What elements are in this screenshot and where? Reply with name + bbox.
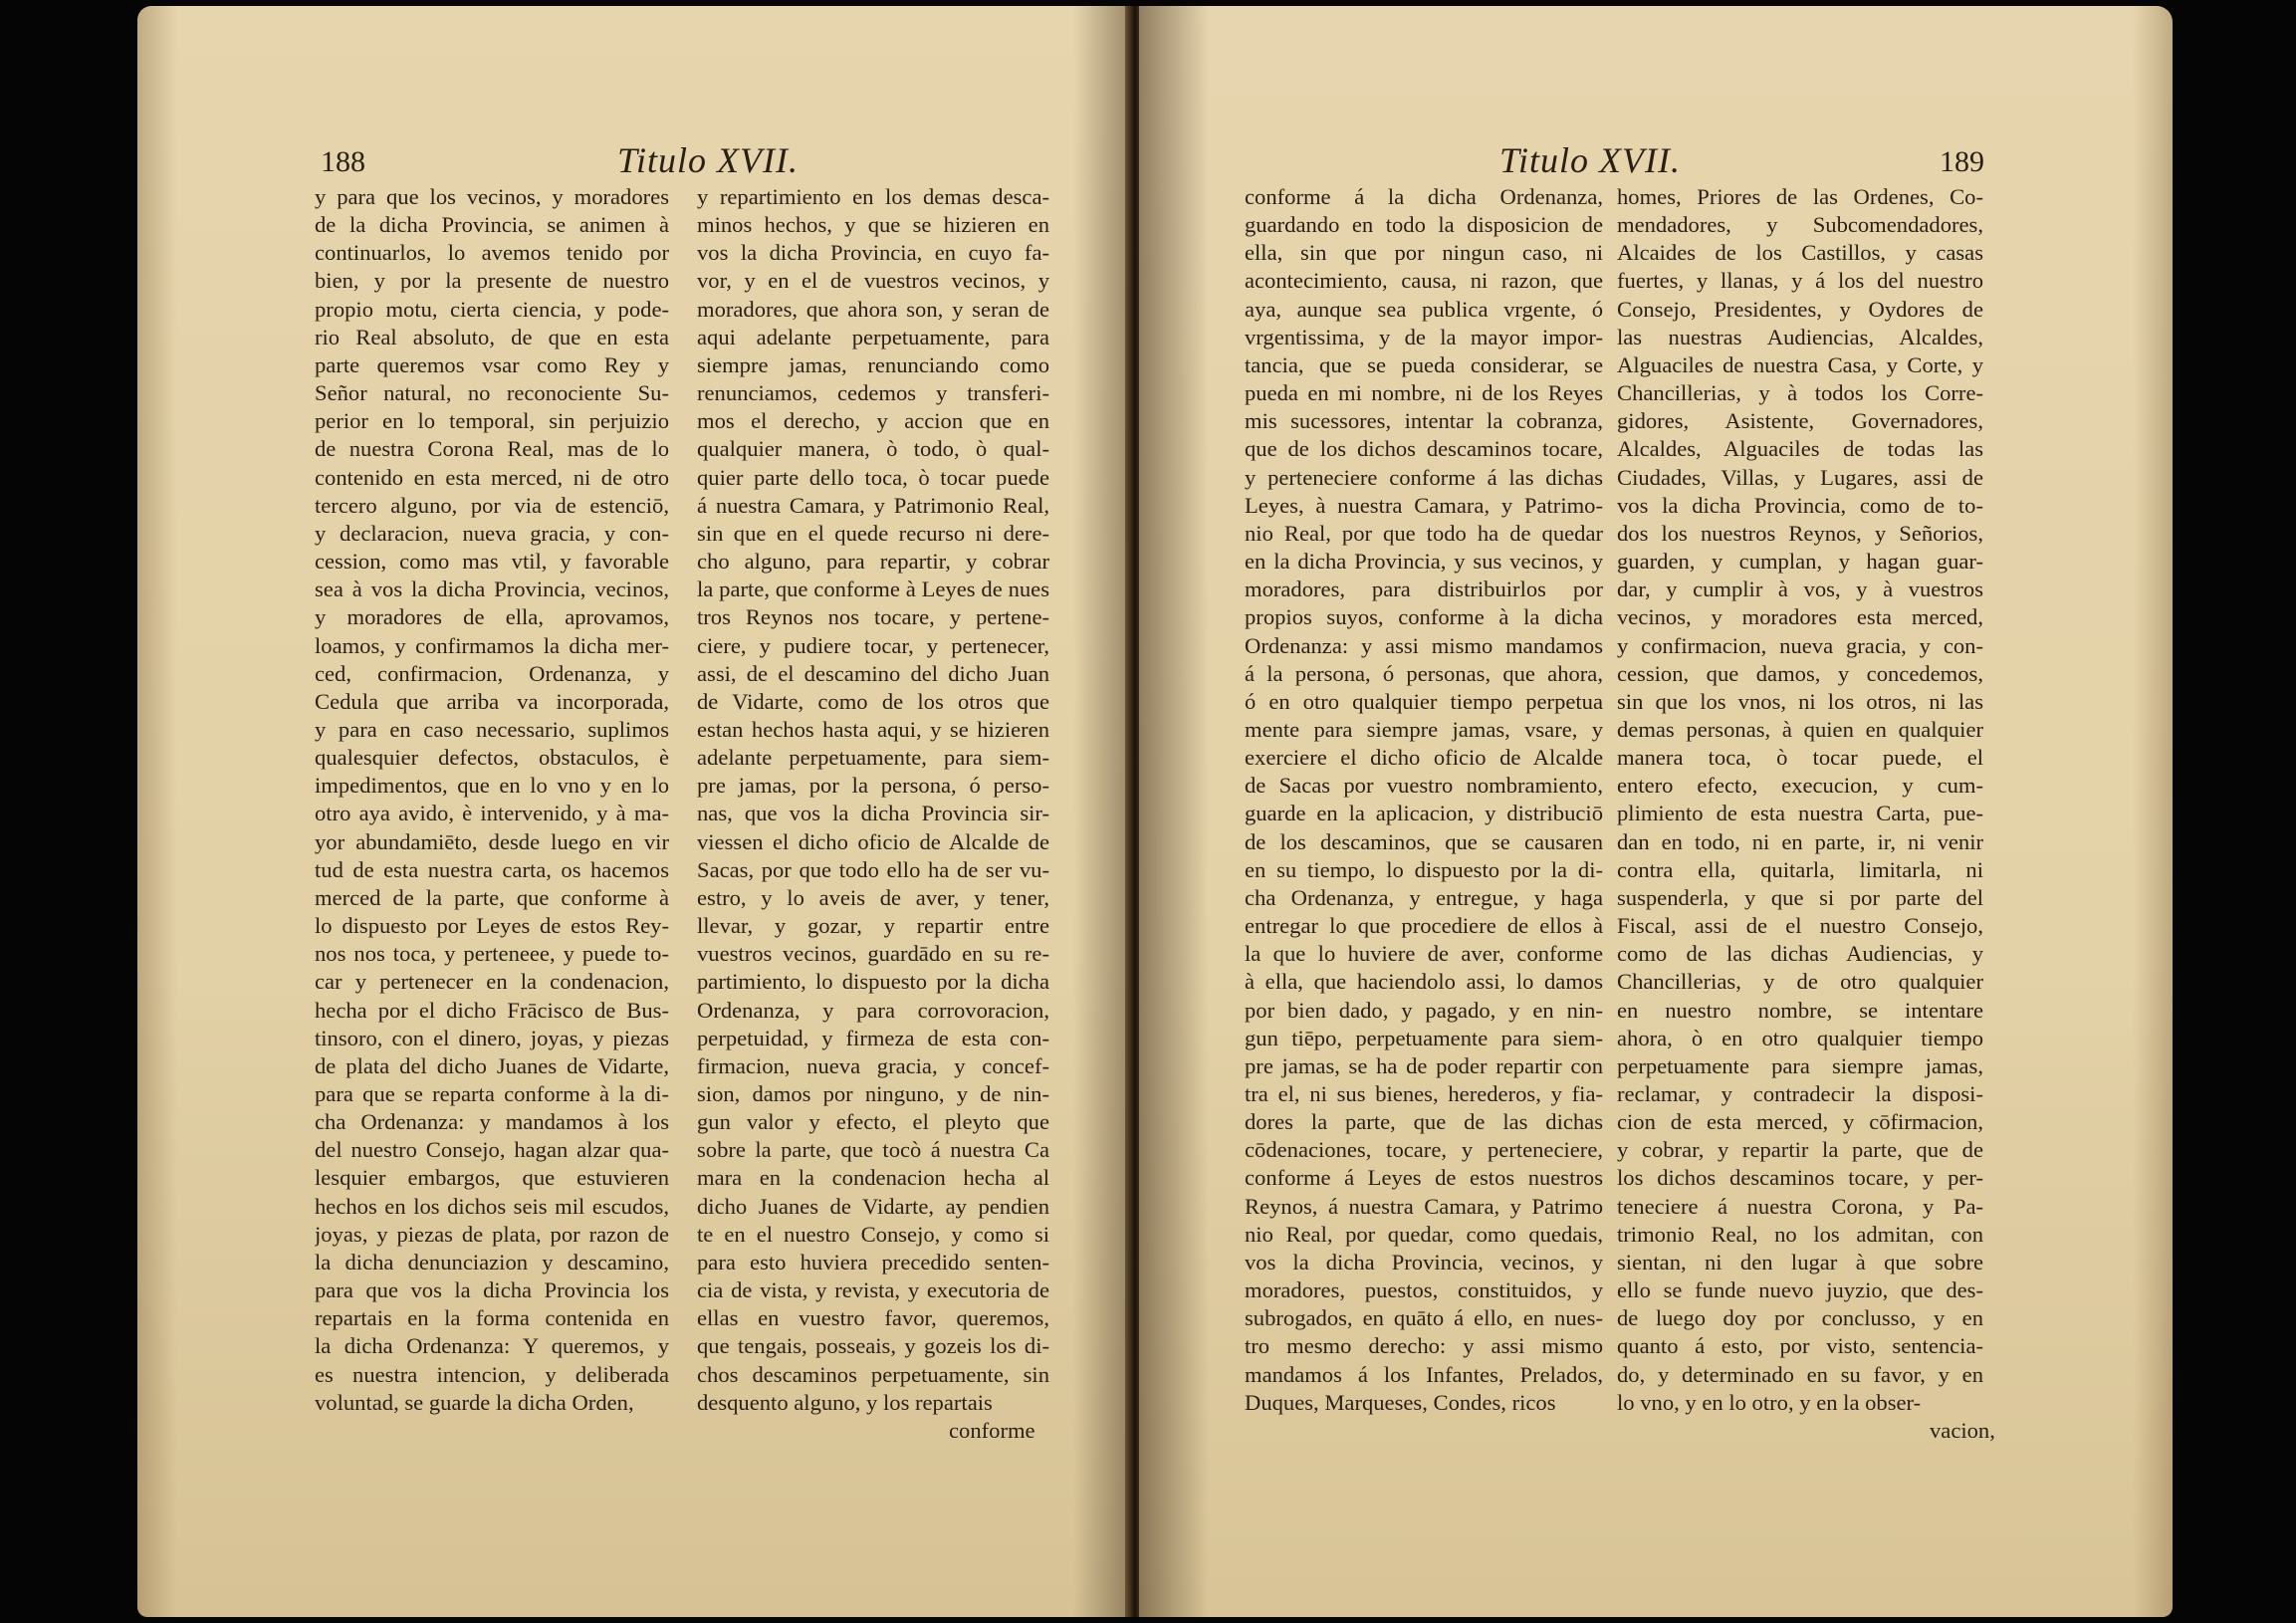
text-line: vos la dicha Provincia, vecinos, y <box>1245 1249 1603 1275</box>
text-line: vecinos, y moradores esta merced, <box>1617 604 1983 630</box>
text-line: en la dicha Provincia, y sus vecinos, y <box>1245 549 1603 575</box>
text-line: mandamos á los Infantes, Prelados, <box>1245 1361 1603 1387</box>
text-line: perpetuamente para siempre jamas, <box>1617 1052 1983 1078</box>
text-line: la dicha denunciazion y descamino, <box>315 1249 669 1275</box>
text-line: y confirmacion, nueva gracia, y con- <box>1617 632 1983 658</box>
text-line: qualquier manera, ò todo, ò qual- <box>697 436 1049 462</box>
text-line: vor, y en el de vuestros vecinos, y <box>697 268 1049 294</box>
text-line: pre jamas, se ha de poder repartir con <box>1245 1052 1603 1078</box>
text-line: reclamar, y contradecir la disposi- <box>1617 1081 1983 1106</box>
text-line: adelante perpetuamente, para siem- <box>697 745 1049 771</box>
text-line: siempre jamas, renunciando como <box>697 351 1049 377</box>
text-line: y para que los vecinos, y moradores <box>315 184 669 209</box>
text-line: ced, confirmacion, Ordenanza, y <box>315 660 669 686</box>
text-line: dores la parte, que de las dichas <box>1245 1109 1603 1135</box>
text-line: cōdenaciones, tocare, y perteneciere, <box>1245 1137 1603 1163</box>
text-line: demas personas, à quien en qualquier <box>1617 716 1983 742</box>
text-line: trimonio Real, no los admitan, con <box>1617 1221 1983 1247</box>
text-line: vuestros vecinos, guardādo en su re- <box>697 941 1049 967</box>
text-line: lo dispuesto por Leyes de estos Rey- <box>315 913 669 939</box>
text-line: sin que en el quede recurso ni dere- <box>697 520 1049 546</box>
text-line: á la persona, ó personas, que ahora, <box>1245 660 1603 686</box>
text-line: de nuestra Corona Real, mas de lo <box>315 436 669 462</box>
text-line: merced de la parte, que conforme à <box>315 884 669 910</box>
text-line: cion de esta merced, y cōfirmacion, <box>1617 1109 1983 1135</box>
text-line: renunciamos, cedemos y transferi- <box>697 380 1049 406</box>
text-line: exerciere el dicho oficio de Alcalde <box>1245 745 1603 771</box>
open-book <box>137 6 2173 1617</box>
text-line: sientan, ni den lugar à que sobre <box>1617 1249 1983 1275</box>
text-line: tancia, que se pueda considerar, se <box>1245 351 1603 377</box>
catchword: vacion, <box>1930 1418 1995 1443</box>
text-line: dar, y cumplir à vos, y à vuestros <box>1617 577 1983 602</box>
text-line: ella, sin que por ningun caso, ni <box>1245 240 1603 266</box>
text-line: fuertes, y llanas, y á los del nuestro <box>1617 268 1983 294</box>
text-line: mis sucessores, intentar la cobranza, <box>1245 408 1603 434</box>
text-line: ello se funde nuevo juyzio, que des- <box>1617 1277 1983 1303</box>
text-line: conforme á la dicha Ordenanza, <box>1245 184 1603 209</box>
text-line: propio motu, cierta ciencia, y pode- <box>315 296 669 322</box>
text-line: nio Real, por quedar, como quedais, <box>1245 1221 1603 1247</box>
text-line: y cobrar, y repartir la parte, que de <box>1617 1137 1983 1163</box>
text-line: Alcaldes, Alguaciles de todas las <box>1617 436 1983 462</box>
text-line: dicho Juanes de Vidarte, ay pendien <box>697 1193 1049 1219</box>
text-line: y para en caso necessario, suplimos <box>315 716 669 742</box>
text-line: cia de vista, y revista, y executoria de <box>697 1277 1049 1303</box>
text-line: sobre la parte, que tocò á nuestra Ca <box>697 1137 1049 1163</box>
page-number: 189 <box>1940 145 1984 178</box>
text-line: sea à vos la dicha Provincia, vecinos, <box>315 577 669 602</box>
text-line: aya, aunque sea publica vrgente, ó <box>1245 296 1603 322</box>
text-line: contra ella, quitarla, limitarla, ni <box>1617 856 1983 882</box>
text-line: gun tiēpo, perpetuamente para siem- <box>1245 1025 1603 1050</box>
text-line: vrgentissima, y de la mayor impor- <box>1245 324 1603 349</box>
text-line: Leyes, à nuestra Camara, y Patrimo- <box>1245 492 1603 518</box>
text-line: ellas en vuestro favor, queremos, <box>697 1305 1049 1331</box>
text-line: homes, Priores de las Ordenes, Co- <box>1617 184 1983 209</box>
text-line: los dichos descaminos tocare, y per- <box>1617 1165 1983 1191</box>
text-line: vos la dicha Provincia, en cuyo fa- <box>697 240 1049 266</box>
text-line: la dicha Ordenanza: Y queremos, y <box>315 1333 669 1359</box>
text-line: Alcaides de los Castillos, y casas <box>1617 240 1983 266</box>
text-column-1 <box>315 183 669 1417</box>
text-line: hechos en los dichos seis mil escudos, <box>315 1193 669 1219</box>
text-line: car y pertenecer en la condenacion, <box>315 969 669 995</box>
text-line: sion, damos por ninguno, y de nin- <box>697 1081 1049 1106</box>
text-line: lesquier embargos, que estuvieren <box>315 1165 669 1191</box>
text-line: estan hechos hasta aqui, y se hizieren <box>697 716 1049 742</box>
text-line: mos el derecho, y accion que en <box>697 408 1049 434</box>
text-line: subrogados, en quāto á ello, en nues- <box>1245 1305 1603 1331</box>
text-line: repartais en la forma contenida en <box>315 1305 669 1331</box>
text-line: joyas, y piezas de plata, por razon de <box>315 1221 669 1247</box>
text-line: entero efecto, execucion, y cum- <box>1617 773 1983 799</box>
text-line: ó en otro qualquier tiempo perpetua <box>1245 688 1603 714</box>
text-line: Ordenanza, y para corrovoracion, <box>697 997 1049 1023</box>
text-line: Señor natural, no reconociente Su- <box>315 380 669 406</box>
text-line: en nuestro nombre, se intentare <box>1617 997 1983 1023</box>
text-line: llevar, y gozar, y repartir entre <box>697 913 1049 939</box>
text-line: moradores, que ahora son, y seran de <box>697 296 1049 322</box>
text-line: suspenderla, y que si por parte del <box>1617 884 1983 910</box>
text-line: hecha por el dicho Frācisco de Bus- <box>315 997 669 1023</box>
text-column-2 <box>697 183 1049 1417</box>
text-line: bien, y por la presente de nuestro <box>315 268 669 294</box>
text-line: dos los nuestros Reynos, y Señorios, <box>1617 520 1983 546</box>
text-line: guarde en la aplicacion, y distribuciō <box>1245 801 1603 826</box>
text-line: lo vno, y en lo otro, y en la obser- <box>1617 1389 1922 1415</box>
right-page <box>1139 6 2173 1617</box>
text-line: teneciere á nuestra Corona, y Pa- <box>1617 1193 1983 1219</box>
text-line: Alguaciles de nuestra Casa, y Corte, y <box>1617 351 1983 377</box>
text-line: moradores, para distribuirlos por <box>1245 577 1603 602</box>
text-line: moradores, puestos, constituidos, y <box>1245 1277 1603 1303</box>
text-line: de los descaminos, que se causaren <box>1245 828 1603 854</box>
text-line: ahora, ò en otro qualquier tiempo <box>1617 1025 1983 1050</box>
text-line: cha Ordenanza, y entregue, y haga <box>1245 884 1603 910</box>
text-column-2 <box>1617 183 1983 1417</box>
text-line: cession, como mas vtil, y favorable <box>315 549 669 575</box>
text-line: tinsoro, con el dinero, joyas, y piezas <box>315 1025 669 1050</box>
text-line: y repartimiento en los demas desca- <box>697 184 1049 209</box>
text-line: que de los dichos descaminos tocare, <box>1245 436 1603 462</box>
text-line: Ciudades, Villas, y Lugares, assi de <box>1617 464 1983 490</box>
running-title: Titulo XVII. <box>617 140 799 180</box>
text-line: Cedula que arriba va incorporada, <box>315 688 669 714</box>
text-line: y declaracion, nueva gracia, y con- <box>315 520 669 546</box>
text-line: manera toca, ò tocar puede, el <box>1617 745 1983 771</box>
text-line: conforme á Leyes de estos nuestros <box>1245 1165 1603 1191</box>
text-line: Ordenanza: y assi mismo mandamos <box>1245 632 1603 658</box>
text-line: Fiscal, assi de el nuestro Consejo, <box>1617 913 1983 939</box>
text-line: la que lo huviere de aver, conforme <box>1245 941 1603 967</box>
text-line: perior en lo temporal, sin perjuizio <box>315 408 669 434</box>
text-line: do, y determinado en su favor, y en <box>1617 1361 1983 1387</box>
text-line: chos descaminos perpetuamente, sin <box>697 1361 1049 1387</box>
text-line: las nuestras Audiencias, Alcaldes, <box>1617 324 1983 349</box>
text-line: Consejo, Presidentes, y Oydores de <box>1617 296 1983 322</box>
text-line: mendadores, y Subcomendadores, <box>1617 212 1983 238</box>
text-line: desquento alguno, y los repartais <box>697 1389 993 1415</box>
text-line: en su tiempo, lo dispuesto por la di- <box>1245 856 1603 882</box>
text-line: cho alguno, para repartir, y cobrar <box>697 549 1049 575</box>
text-line: como de las dichas Audiencias, y <box>1617 941 1983 967</box>
text-line: para que vos la dicha Provincia los <box>315 1277 669 1303</box>
text-line: minos hechos, y que se hizieren en <box>697 212 1049 238</box>
text-line: viessen el dicho oficio de Alcalde de <box>697 828 1049 854</box>
text-line: Reynos, á nuestra Camara, y Patrimo <box>1245 1193 1603 1219</box>
text-line: continuarlos, lo avemos tenido por <box>315 240 669 266</box>
text-line: nio Real, por que todo ha de quedar <box>1245 520 1603 546</box>
text-line: impedimentos, que en lo vno y en lo <box>315 773 669 799</box>
text-line: tra el, ni sus bienes, herederos, y fia- <box>1245 1081 1603 1106</box>
text-line: tud de esta nuestra carta, os hacemos <box>315 856 669 882</box>
text-line: la parte, que conforme à Leyes de nues <box>697 577 1049 602</box>
text-line: y moradores de ella, aprovamos, <box>315 604 669 630</box>
text-line: plimiento de esta nuestra Carta, pue- <box>1617 801 1983 826</box>
text-line: otro aya avido, è intervenido, y à ma- <box>315 801 669 826</box>
text-line: del nuestro Consejo, hagan alzar qua- <box>315 1137 669 1163</box>
text-line: para esto huviera precedido senten- <box>697 1249 1049 1275</box>
text-line: gun valor y efecto, el pleyto que <box>697 1109 1049 1135</box>
page-number: 188 <box>321 145 365 178</box>
left-page <box>137 6 1133 1617</box>
text-line: assi, de el descamino del dicho Juan <box>697 660 1049 686</box>
text-line: partimiento, lo dispuesto por la dicha <box>697 969 1049 995</box>
text-line: mente para siempre jamas, vsare, y <box>1245 716 1603 742</box>
text-line: dan en todo, ni en parte, ir, ni venir <box>1617 828 1983 854</box>
text-line: cha Ordenanza: y mandamos à los <box>315 1109 669 1135</box>
text-line: nos nos toca, y perteneee, y puede to- <box>315 941 669 967</box>
text-line: gidores, Asistente, Governadores, <box>1617 408 1983 434</box>
text-line: de Vidarte, como de los otros que <box>697 688 1049 714</box>
text-line: aqui adelante perpetuamente, para <box>697 324 1049 349</box>
text-line: de la dicha Provincia, se animen à <box>315 212 669 238</box>
text-line: y perteneciere conforme á las dichas <box>1245 464 1603 490</box>
text-line: tros Reynos nos tocare, y pertene- <box>697 604 1049 630</box>
text-line: Duques, Marqueses, Condes, ricos <box>1245 1389 1556 1415</box>
text-line: yor abundamiēto, desde luego en vir <box>315 828 669 854</box>
text-line: qualesquier defectos, obstaculos, è <box>315 745 669 771</box>
text-line: guarden, y cumplan, y hagan guar- <box>1617 549 1983 575</box>
text-line: es nuestra intencion, y deliberada <box>315 1361 669 1387</box>
text-line: tro mesmo derecho: y assi mismo <box>1245 1333 1603 1359</box>
text-line: Sacas, por que todo ello ha de ser vu- <box>697 856 1049 882</box>
text-line: de luego doy por conclusso, y en <box>1617 1305 1983 1331</box>
text-line: firmacion, nueva gracia, y concef- <box>697 1052 1049 1078</box>
text-line: propios suyos, conforme à la dicha <box>1245 604 1603 630</box>
text-line: mara en la condenacion hecha al <box>697 1165 1049 1191</box>
text-line: pre jamas, por la persona, ó perso- <box>697 773 1049 799</box>
text-line: quanto á esto, por visto, sentencia- <box>1617 1333 1983 1359</box>
text-line: rio Real absoluto, de que en esta <box>315 324 669 349</box>
text-line: para que se reparta conforme à la di- <box>315 1081 669 1106</box>
text-line: Chancillerias, y à todos los Corre- <box>1617 380 1983 406</box>
text-line: pueda en mi nombre, ni de los Reyes <box>1245 380 1603 406</box>
text-line: estro, y lo aveis de aver, y tener, <box>697 884 1049 910</box>
text-line: por bien dado, y pagado, y en nin- <box>1245 997 1603 1023</box>
text-line: parte queremos vsar como Rey y <box>315 351 669 377</box>
text-line: à ella, que haciendolo assi, lo damos <box>1245 969 1603 995</box>
text-line: sin que los vnos, ni los otros, ni las <box>1617 688 1983 714</box>
text-line: entregar lo que procediere de ellos à <box>1245 913 1603 939</box>
text-line: ciere, y pudiere tocar, y pertenecer, <box>697 632 1049 658</box>
running-title: Titulo XVII. <box>1499 140 1681 180</box>
text-line: cession, que damos, y concedemos, <box>1617 660 1983 686</box>
text-line: de Sacas por vuestro nombramiento, <box>1245 773 1603 799</box>
catchword: conforme <box>949 1418 1035 1443</box>
text-line: acontecimiento, causa, ni razon, que <box>1245 268 1603 294</box>
text-column-1 <box>1245 183 1603 1417</box>
text-line: te en el nuestro Consejo, y como si <box>697 1221 1049 1247</box>
text-line: voluntad, se guarde la dicha Orden, <box>315 1389 634 1415</box>
text-line: tercero alguno, por via de estenciō, <box>315 492 669 518</box>
text-line: vos la dicha Provincia, como de to- <box>1617 492 1983 518</box>
text-line: quier parte dello toca, ò tocar puede <box>697 464 1049 490</box>
text-line: perpetuidad, y firmeza de esta con- <box>697 1025 1049 1050</box>
text-line: contenido en esta merced, ni de otro <box>315 464 669 490</box>
text-line: Chancillerias, y de otro qualquier <box>1617 969 1983 995</box>
text-line: guardando en todo la disposicion de <box>1245 212 1603 238</box>
text-line: nas, que vos la dicha Provincia sir- <box>697 801 1049 826</box>
text-line: de plata del dicho Juanes de Vidarte, <box>315 1052 669 1078</box>
text-line: á nuestra Camara, y Patrimonio Real, <box>697 492 1049 518</box>
text-line: que tengais, posseais, y gozeis los di- <box>697 1333 1049 1359</box>
text-line: loamos, y confirmamos la dicha mer- <box>315 632 669 658</box>
